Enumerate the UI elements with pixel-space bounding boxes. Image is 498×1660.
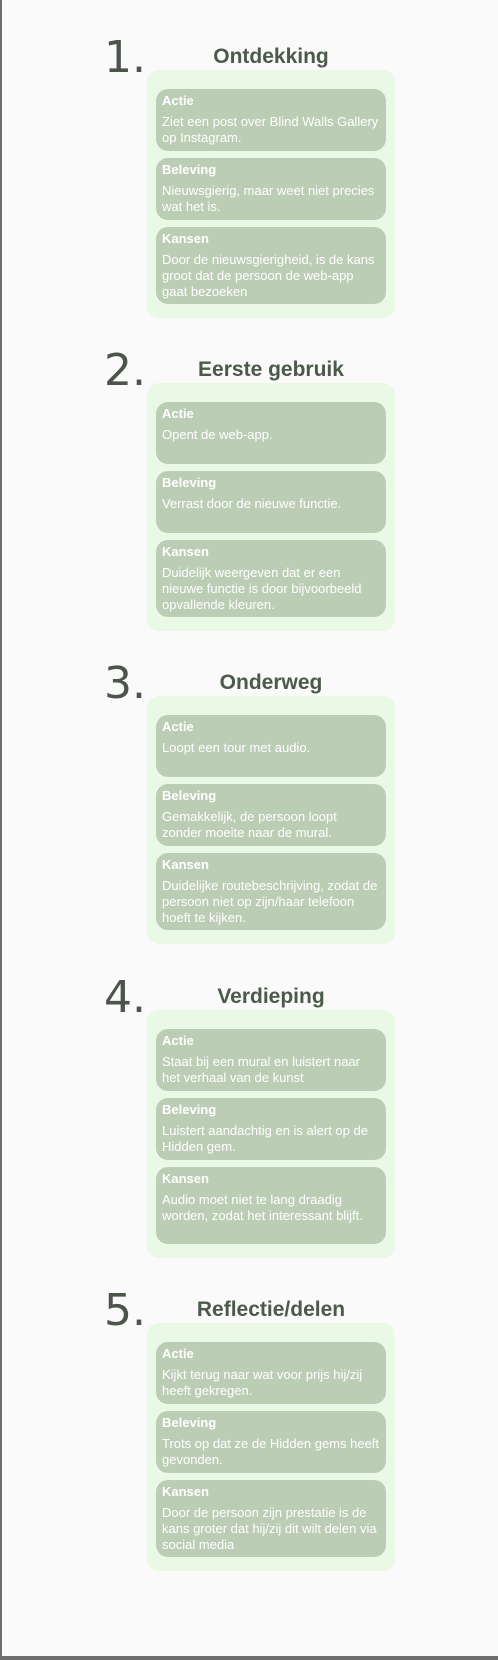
step-title: Eerste gebruik xyxy=(198,358,344,381)
card-label: Beleving xyxy=(162,162,217,177)
step-panel xyxy=(147,383,395,631)
card-text: Duidelijke routebeschrijving, zodat de persoon niet op zijn/haar telefoon hoeft te kijken. xyxy=(162,878,378,925)
card-text: Kijkt terug naar wat voor prijs hij/zij heeft gekregen. xyxy=(162,1367,363,1398)
card-text: Gemakkelijk, de persoon loopt zonder moeite naar de mural. xyxy=(162,809,337,840)
card-label: Actie xyxy=(162,1346,194,1361)
card-beleving xyxy=(156,784,386,846)
frame-left-border xyxy=(0,0,2,1660)
card-text: Loopt een tour met audio. xyxy=(162,740,311,755)
card-label: Beleving xyxy=(162,1415,217,1430)
card-beleving xyxy=(156,1411,386,1473)
card-label: Actie xyxy=(162,406,194,421)
step-title: Onderweg xyxy=(219,671,323,694)
card-kansen xyxy=(156,1167,386,1244)
card-text: Nieuwsgierig, maar weet niet precies wat het is. xyxy=(162,183,375,214)
card-text: Staat bij een mural en luistert naar het verhaal van de kunst xyxy=(162,1054,360,1085)
card-kansen xyxy=(156,227,386,304)
card-kansen xyxy=(156,1480,386,1557)
card-text: Door de nieuwsgierigheid, is de kans groot dat de persoon de web-app gaat bezoeken xyxy=(162,252,375,299)
frame-bottom-border xyxy=(0,1656,498,1660)
card-label: Beleving xyxy=(162,788,217,803)
step-number: 5. xyxy=(104,1285,146,1336)
card-label: Kansen xyxy=(162,1484,209,1499)
step-panel xyxy=(147,70,395,318)
card-actie xyxy=(156,715,386,777)
step-title: Reflectie/delen xyxy=(196,1298,346,1321)
card-text: Door de persoon zijn prestatie is de kans groter dat hij/zij dit wilt delen via social media xyxy=(162,1505,377,1552)
card-beleving xyxy=(156,471,386,533)
card-actie xyxy=(156,89,386,151)
card-label: Kansen xyxy=(162,1171,209,1186)
card-label: Beleving xyxy=(162,1102,217,1117)
step-number: 3. xyxy=(104,658,146,709)
step-number: 4. xyxy=(104,972,146,1023)
step-panel xyxy=(147,1010,395,1258)
card-label: Kansen xyxy=(162,231,209,246)
card-kansen xyxy=(156,853,386,930)
card-actie xyxy=(156,402,386,464)
card-text: Luistert aandachtig en is alert op de Hidden gem. xyxy=(162,1123,368,1154)
card-text: Trots op dat ze de Hidden gems heeft gevonden. xyxy=(162,1436,380,1467)
step-number: 2. xyxy=(104,345,146,396)
card-text: Ziet een post over Blind Walls Gallery op Instagram. xyxy=(162,114,379,145)
card-text: Verrast door de nieuwe functie. xyxy=(162,496,342,511)
step-panel xyxy=(147,1323,395,1571)
step-number: 1. xyxy=(104,32,146,83)
card-actie xyxy=(156,1029,386,1091)
card-label: Actie xyxy=(162,719,194,734)
step-panel xyxy=(147,696,395,944)
card-kansen xyxy=(156,540,386,617)
step-title: Ontdekking xyxy=(213,45,329,68)
card-text: Opent de web-app. xyxy=(162,427,273,442)
card-label: Kansen xyxy=(162,857,209,872)
step-title: Verdieping xyxy=(217,985,325,1008)
card-text: Audio moet niet te lang draadig worden, zodat het interessant blijft. xyxy=(162,1192,363,1223)
card-beleving xyxy=(156,158,386,220)
card-label: Actie xyxy=(162,93,194,108)
card-label: Actie xyxy=(162,1033,194,1048)
card-label: Kansen xyxy=(162,544,209,559)
card-actie xyxy=(156,1342,386,1404)
card-beleving xyxy=(156,1098,386,1160)
card-text: Duidelijk weergeven dat er een nieuwe functie is door bijvoorbeeld opvallende kleuren. xyxy=(162,565,362,612)
card-label: Beleving xyxy=(162,475,217,490)
